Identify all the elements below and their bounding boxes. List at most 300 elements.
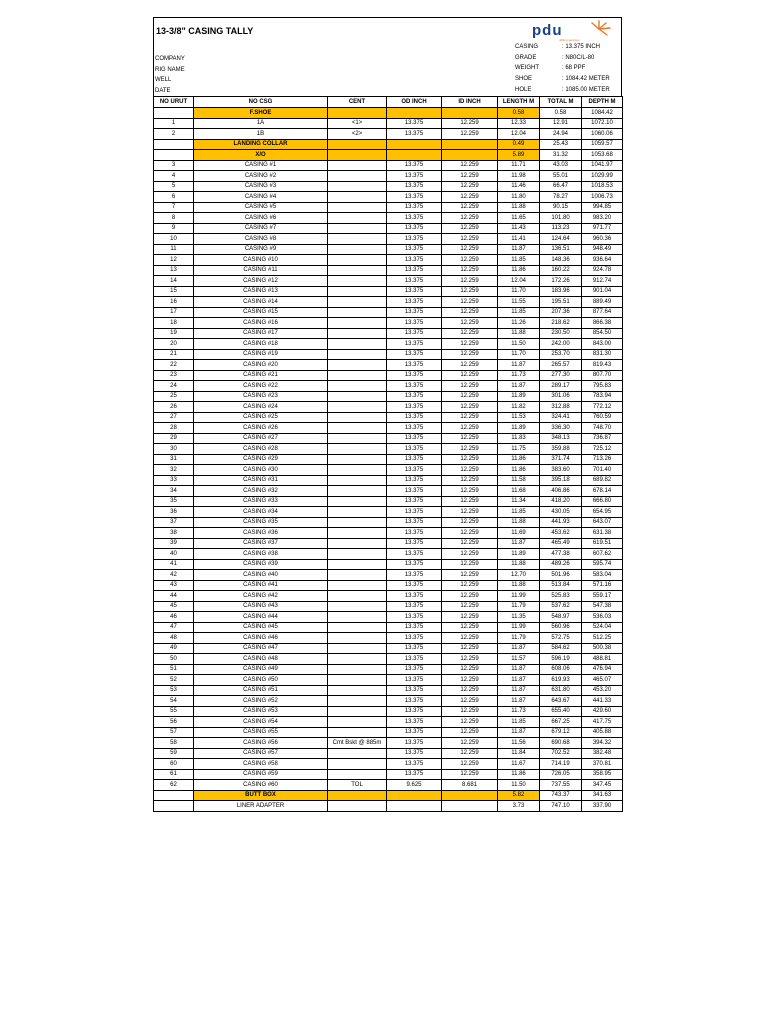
table-cell: 0.58: [540, 108, 582, 119]
table-cell: 312.88: [540, 402, 582, 413]
table-cell: 383.60: [540, 465, 582, 476]
logo-subtitle: drilling services: [559, 38, 580, 42]
table-cell: 11.73: [498, 370, 540, 381]
right-info-row: [515, 42, 622, 53]
table-cell: 13.375: [387, 643, 442, 654]
table-cell: 9: [154, 223, 194, 234]
table-cell: 726.05: [540, 769, 582, 780]
table-cell: 701.40: [582, 465, 623, 476]
table-cell: 12.259: [442, 633, 498, 644]
table-cell: 1084.42: [582, 108, 623, 119]
table-row: [154, 328, 623, 339]
left-info-label: WELL: [155, 77, 172, 84]
table-cell: 936.64: [582, 255, 623, 266]
table-cell: 59: [154, 748, 194, 759]
table-cell: 12.259: [442, 601, 498, 612]
table-cell: 124.64: [540, 234, 582, 245]
table-cell: CASING #15: [194, 307, 328, 318]
table-cell: CASING #58: [194, 759, 328, 770]
table-cell: CASING #55: [194, 727, 328, 738]
table-cell: 49: [154, 643, 194, 654]
table-cell: 31.32: [540, 150, 582, 161]
table-cell: 33: [154, 475, 194, 486]
table-cell: 183.96: [540, 286, 582, 297]
table-cell: [328, 559, 387, 570]
table-row: [154, 654, 623, 665]
table-cell: CASING #48: [194, 654, 328, 665]
table-cell: [328, 769, 387, 780]
table-cell: 12.259: [442, 349, 498, 360]
table-row: [154, 286, 623, 297]
table-cell: 924.78: [582, 265, 623, 276]
table-cell: 12.259: [442, 255, 498, 266]
table-cell: [328, 328, 387, 339]
table-cell: [154, 150, 194, 161]
table-cell: 13.375: [387, 591, 442, 602]
table-row: [154, 423, 623, 434]
table-cell: 12.259: [442, 213, 498, 224]
table-cell: CASING #12: [194, 276, 328, 287]
table-cell: 547.38: [582, 601, 623, 612]
table-cell: 34: [154, 486, 194, 497]
table-cell: 54: [154, 696, 194, 707]
table-cell: 12.259: [442, 286, 498, 297]
table-cell: 12.04: [498, 129, 540, 140]
table-cell: [328, 517, 387, 528]
table-cell: 12.33: [498, 118, 540, 129]
table-cell: 12.259: [442, 433, 498, 444]
table-cell: [328, 381, 387, 392]
table-cell: 13.375: [387, 549, 442, 560]
table-cell: 441.93: [540, 517, 582, 528]
table-cell: [328, 213, 387, 224]
table-cell: 983.20: [582, 213, 623, 224]
table-cell: 559.17: [582, 591, 623, 602]
table-cell: [154, 801, 194, 812]
table-cell: 525.83: [540, 591, 582, 602]
table-cell: CASING #23: [194, 391, 328, 402]
table-cell: 12.259: [442, 475, 498, 486]
table-cell: 11.65: [498, 213, 540, 224]
table-cell: 12.259: [442, 234, 498, 245]
table-cell: 11.99: [498, 591, 540, 602]
table-cell: 51: [154, 664, 194, 675]
table-cell: 13.375: [387, 360, 442, 371]
table-cell: 359.88: [540, 444, 582, 455]
table-row: [154, 706, 623, 717]
table-row: [154, 360, 623, 371]
table-cell: [387, 150, 442, 161]
table-cell: 13.375: [387, 307, 442, 318]
table-cell: 6: [154, 192, 194, 203]
table-cell: [387, 108, 442, 119]
table-cell: [328, 244, 387, 255]
table-cell: CASING #42: [194, 591, 328, 602]
table-cell: 11.89: [498, 423, 540, 434]
table-cell: 341.63: [582, 790, 623, 801]
table-cell: 11.50: [498, 780, 540, 791]
table-cell: 11.87: [498, 360, 540, 371]
table-cell: 12.259: [442, 738, 498, 749]
table-cell: CASING #26: [194, 423, 328, 434]
table-cell: 12.259: [442, 381, 498, 392]
table-cell: 912.74: [582, 276, 623, 287]
table-cell: 831.30: [582, 349, 623, 360]
table-cell: 11.88: [498, 559, 540, 570]
table-cell: 55.01: [540, 171, 582, 182]
table-cell: 12.259: [442, 759, 498, 770]
column-header: OD INCH: [387, 97, 442, 108]
table-cell: CASING #33: [194, 496, 328, 507]
table-cell: 11.87: [498, 643, 540, 654]
table-cell: 12.259: [442, 643, 498, 654]
table-cell: 866.38: [582, 318, 623, 329]
table-cell: 13.375: [387, 223, 442, 234]
table-cell: 13.375: [387, 286, 442, 297]
table-cell: 31: [154, 454, 194, 465]
table-row: [154, 339, 623, 350]
column-header: NO URUT: [154, 97, 194, 108]
table-cell: CASING #18: [194, 339, 328, 350]
table-cell: 11.56: [498, 738, 540, 749]
table-cell: 12.259: [442, 202, 498, 213]
table-cell: 29: [154, 433, 194, 444]
table-cell: 11.87: [498, 381, 540, 392]
table-cell: 11.35: [498, 612, 540, 623]
table-cell: 619.93: [540, 675, 582, 686]
table-cell: 13.375: [387, 475, 442, 486]
table-cell: CASING #28: [194, 444, 328, 455]
table-cell: 46: [154, 612, 194, 623]
table-cell: [328, 370, 387, 381]
table-cell: LANDING COLLAR: [194, 139, 328, 150]
table-cell: 32: [154, 465, 194, 476]
table-cell: 37: [154, 517, 194, 528]
table-cell: 11.55: [498, 297, 540, 308]
table-row: [154, 160, 623, 171]
table-cell: [154, 108, 194, 119]
table-cell: [328, 643, 387, 654]
table-cell: CASING #60: [194, 780, 328, 791]
column-header: NO CSG: [194, 97, 328, 108]
table-row: [154, 181, 623, 192]
table-cell: 45: [154, 601, 194, 612]
table-cell: 12.259: [442, 265, 498, 276]
table-cell: 11: [154, 244, 194, 255]
table-cell: 13.375: [387, 496, 442, 507]
table-cell: [328, 181, 387, 192]
table-cell: CASING #44: [194, 612, 328, 623]
table-cell: 819.43: [582, 360, 623, 371]
table-cell: 47: [154, 622, 194, 633]
table-cell: 11.87: [498, 664, 540, 675]
table-cell: 500.38: [582, 643, 623, 654]
table-cell: 53: [154, 685, 194, 696]
table-header-row: [154, 97, 623, 108]
table-cell: 12.259: [442, 360, 498, 371]
table-cell: 242.00: [540, 339, 582, 350]
table-row: [154, 318, 623, 329]
table-cell: 336.30: [540, 423, 582, 434]
table-cell: 10: [154, 234, 194, 245]
table-cell: 11.67: [498, 759, 540, 770]
table-row: [154, 675, 623, 686]
table-cell: CASING #4: [194, 192, 328, 203]
table-cell: 39: [154, 538, 194, 549]
info-key: SHOE: [515, 76, 533, 83]
table-cell: 11.87: [498, 685, 540, 696]
table-cell: 24.94: [540, 129, 582, 140]
table-row: [154, 433, 623, 444]
table-cell: [442, 108, 498, 119]
table-cell: CASING #52: [194, 696, 328, 707]
table-cell: 524.04: [582, 622, 623, 633]
table-cell: 678.14: [582, 486, 623, 497]
table-cell: 8.681: [442, 780, 498, 791]
table-cell: 348.13: [540, 433, 582, 444]
right-info-row: [515, 74, 622, 85]
table-cell: CASING #37: [194, 538, 328, 549]
table-cell: 382.48: [582, 748, 623, 759]
table-cell: 13.375: [387, 486, 442, 497]
table-cell: 13.375: [387, 349, 442, 360]
table-cell: 101.80: [540, 213, 582, 224]
table-cell: 465.07: [582, 675, 623, 686]
table-cell: 11.86: [498, 769, 540, 780]
table-cell: 30: [154, 444, 194, 455]
table-cell: 12.259: [442, 538, 498, 549]
table-cell: 50: [154, 654, 194, 665]
table-cell: 12.259: [442, 402, 498, 413]
table-cell: 667.25: [540, 717, 582, 728]
table-cell: 11.87: [498, 727, 540, 738]
table-cell: [387, 790, 442, 801]
table-row: [154, 780, 623, 791]
table-cell: 12.259: [442, 339, 498, 350]
table-cell: [328, 622, 387, 633]
table-row: [154, 412, 623, 423]
table-cell: CASING #32: [194, 486, 328, 497]
table-cell: CASING #19: [194, 349, 328, 360]
table-cell: 11.71: [498, 160, 540, 171]
table-row: [154, 759, 623, 770]
table-cell: [328, 465, 387, 476]
table-cell: CASING #25: [194, 412, 328, 423]
table-row: [154, 622, 623, 633]
table-cell: CASING #21: [194, 370, 328, 381]
table-cell: [328, 171, 387, 182]
table-cell: [328, 507, 387, 518]
table-cell: 35: [154, 496, 194, 507]
table-cell: 513.84: [540, 580, 582, 591]
table-cell: 12.259: [442, 591, 498, 602]
table-cell: 429.60: [582, 706, 623, 717]
table-cell: 877.64: [582, 307, 623, 318]
table-cell: 136.51: [540, 244, 582, 255]
table-row: [154, 643, 623, 654]
table-cell: 11.88: [498, 328, 540, 339]
table-row: [154, 685, 623, 696]
table-cell: CASING #16: [194, 318, 328, 329]
table-cell: 230.50: [540, 328, 582, 339]
table-cell: 11.85: [498, 307, 540, 318]
table-row: [154, 790, 623, 801]
table-cell: 218.62: [540, 318, 582, 329]
table-cell: 12.259: [442, 328, 498, 339]
table-cell: 43.03: [540, 160, 582, 171]
table-cell: 12.259: [442, 223, 498, 234]
table-cell: 13.375: [387, 318, 442, 329]
table-cell: 11.26: [498, 318, 540, 329]
table-cell: 58: [154, 738, 194, 749]
column-header: ID INCH: [442, 97, 498, 108]
table-cell: 889.49: [582, 297, 623, 308]
table-cell: 512.25: [582, 633, 623, 644]
table-cell: 15: [154, 286, 194, 297]
table-cell: 13.375: [387, 759, 442, 770]
table-cell: 324.41: [540, 412, 582, 423]
table-cell: 3: [154, 160, 194, 171]
table-row: [154, 801, 623, 812]
table-cell: LINER ADAPTER: [194, 801, 328, 812]
table-cell: 61: [154, 769, 194, 780]
table-cell: 13.375: [387, 748, 442, 759]
column-header: TOTAL M: [540, 97, 582, 108]
table-cell: 1006.73: [582, 192, 623, 203]
table-cell: [328, 402, 387, 413]
table-cell: 572.75: [540, 633, 582, 644]
table-cell: 536.03: [582, 612, 623, 623]
sheet-header: [153, 17, 622, 96]
table-cell: 489.26: [540, 559, 582, 570]
table-cell: 747.10: [540, 801, 582, 812]
table-cell: 253.70: [540, 349, 582, 360]
table-cell: 689.82: [582, 475, 623, 486]
table-cell: 172.26: [540, 276, 582, 287]
table-cell: 13.375: [387, 654, 442, 665]
table-cell: 16: [154, 297, 194, 308]
table-cell: 12.259: [442, 307, 498, 318]
table-cell: 11.88: [498, 202, 540, 213]
table-cell: [328, 286, 387, 297]
table-cell: [328, 549, 387, 560]
table-cell: CASING #56: [194, 738, 328, 749]
table-cell: [328, 727, 387, 738]
table-cell: 358.95: [582, 769, 623, 780]
table-cell: CASING #45: [194, 622, 328, 633]
table-cell: 23: [154, 370, 194, 381]
table-cell: CASING #53: [194, 706, 328, 717]
table-cell: 12.91: [540, 118, 582, 129]
table-cell: [442, 139, 498, 150]
table-cell: 1A: [194, 118, 328, 129]
table-cell: 395.18: [540, 475, 582, 486]
table-cell: CASING #8: [194, 234, 328, 245]
table-cell: 11.86: [498, 465, 540, 476]
table-row: [154, 234, 623, 245]
table-cell: [328, 570, 387, 581]
table-cell: 78.27: [540, 192, 582, 203]
table-cell: 25.43: [540, 139, 582, 150]
table-cell: 11.70: [498, 349, 540, 360]
table-cell: 11.43: [498, 223, 540, 234]
table-cell: 14: [154, 276, 194, 287]
info-value: : 68 PPF: [562, 65, 586, 72]
table-cell: CASING #49: [194, 664, 328, 675]
table-cell: [328, 391, 387, 402]
table-row: [154, 570, 623, 581]
table-cell: 631.80: [540, 685, 582, 696]
table-cell: 13.375: [387, 339, 442, 350]
table-cell: 12.259: [442, 370, 498, 381]
table-cell: 13.375: [387, 213, 442, 224]
table-cell: [328, 423, 387, 434]
table-row: [154, 696, 623, 707]
table-cell: 11.88: [498, 580, 540, 591]
table-cell: 0.49: [498, 139, 540, 150]
table-cell: 12.259: [442, 171, 498, 182]
table-cell: 12: [154, 255, 194, 266]
table-cell: 40: [154, 549, 194, 560]
table-cell: [154, 790, 194, 801]
table-cell: 13.375: [387, 528, 442, 539]
table-cell: CASING #30: [194, 465, 328, 476]
table-cell: [442, 150, 498, 161]
table-cell: CASING #9: [194, 244, 328, 255]
table-cell: 13.375: [387, 570, 442, 581]
table-cell: CASING #50: [194, 675, 328, 686]
table-cell: 13.375: [387, 517, 442, 528]
table-cell: <1>: [328, 118, 387, 129]
table-cell: 301.06: [540, 391, 582, 402]
table-cell: 1: [154, 118, 194, 129]
table-cell: 13.375: [387, 202, 442, 213]
table-cell: 20: [154, 339, 194, 350]
table-cell: 62: [154, 780, 194, 791]
column-header: LENGTH M: [498, 97, 540, 108]
table-cell: 971.77: [582, 223, 623, 234]
table-cell: 405.88: [582, 727, 623, 738]
table-cell: 737.55: [540, 780, 582, 791]
table-cell: 25: [154, 391, 194, 402]
table-row: [154, 496, 623, 507]
table-row: [154, 748, 623, 759]
table-row: [154, 255, 623, 266]
table-cell: [154, 139, 194, 150]
table-cell: 5: [154, 181, 194, 192]
table-cell: 465.49: [540, 538, 582, 549]
table-cell: CASING #43: [194, 601, 328, 612]
table-cell: [328, 412, 387, 423]
table-cell: 643.67: [540, 696, 582, 707]
table-cell: [442, 790, 498, 801]
table-cell: 17: [154, 307, 194, 318]
table-cell: 476.94: [582, 664, 623, 675]
table-cell: 12.259: [442, 706, 498, 717]
info-key: WEIGHT: [515, 65, 539, 72]
table-cell: 608.06: [540, 664, 582, 675]
table-cell: CASING #36: [194, 528, 328, 539]
table-row: [154, 349, 623, 360]
table-cell: CASING #35: [194, 517, 328, 528]
table-cell: 44: [154, 591, 194, 602]
table-cell: [328, 538, 387, 549]
table-cell: 5.89: [498, 150, 540, 161]
table-cell: 1041.97: [582, 160, 623, 171]
table-cell: 13.375: [387, 559, 442, 570]
table-cell: Cmt Bskt @ 885m: [328, 738, 387, 749]
table-cell: 13.375: [387, 454, 442, 465]
